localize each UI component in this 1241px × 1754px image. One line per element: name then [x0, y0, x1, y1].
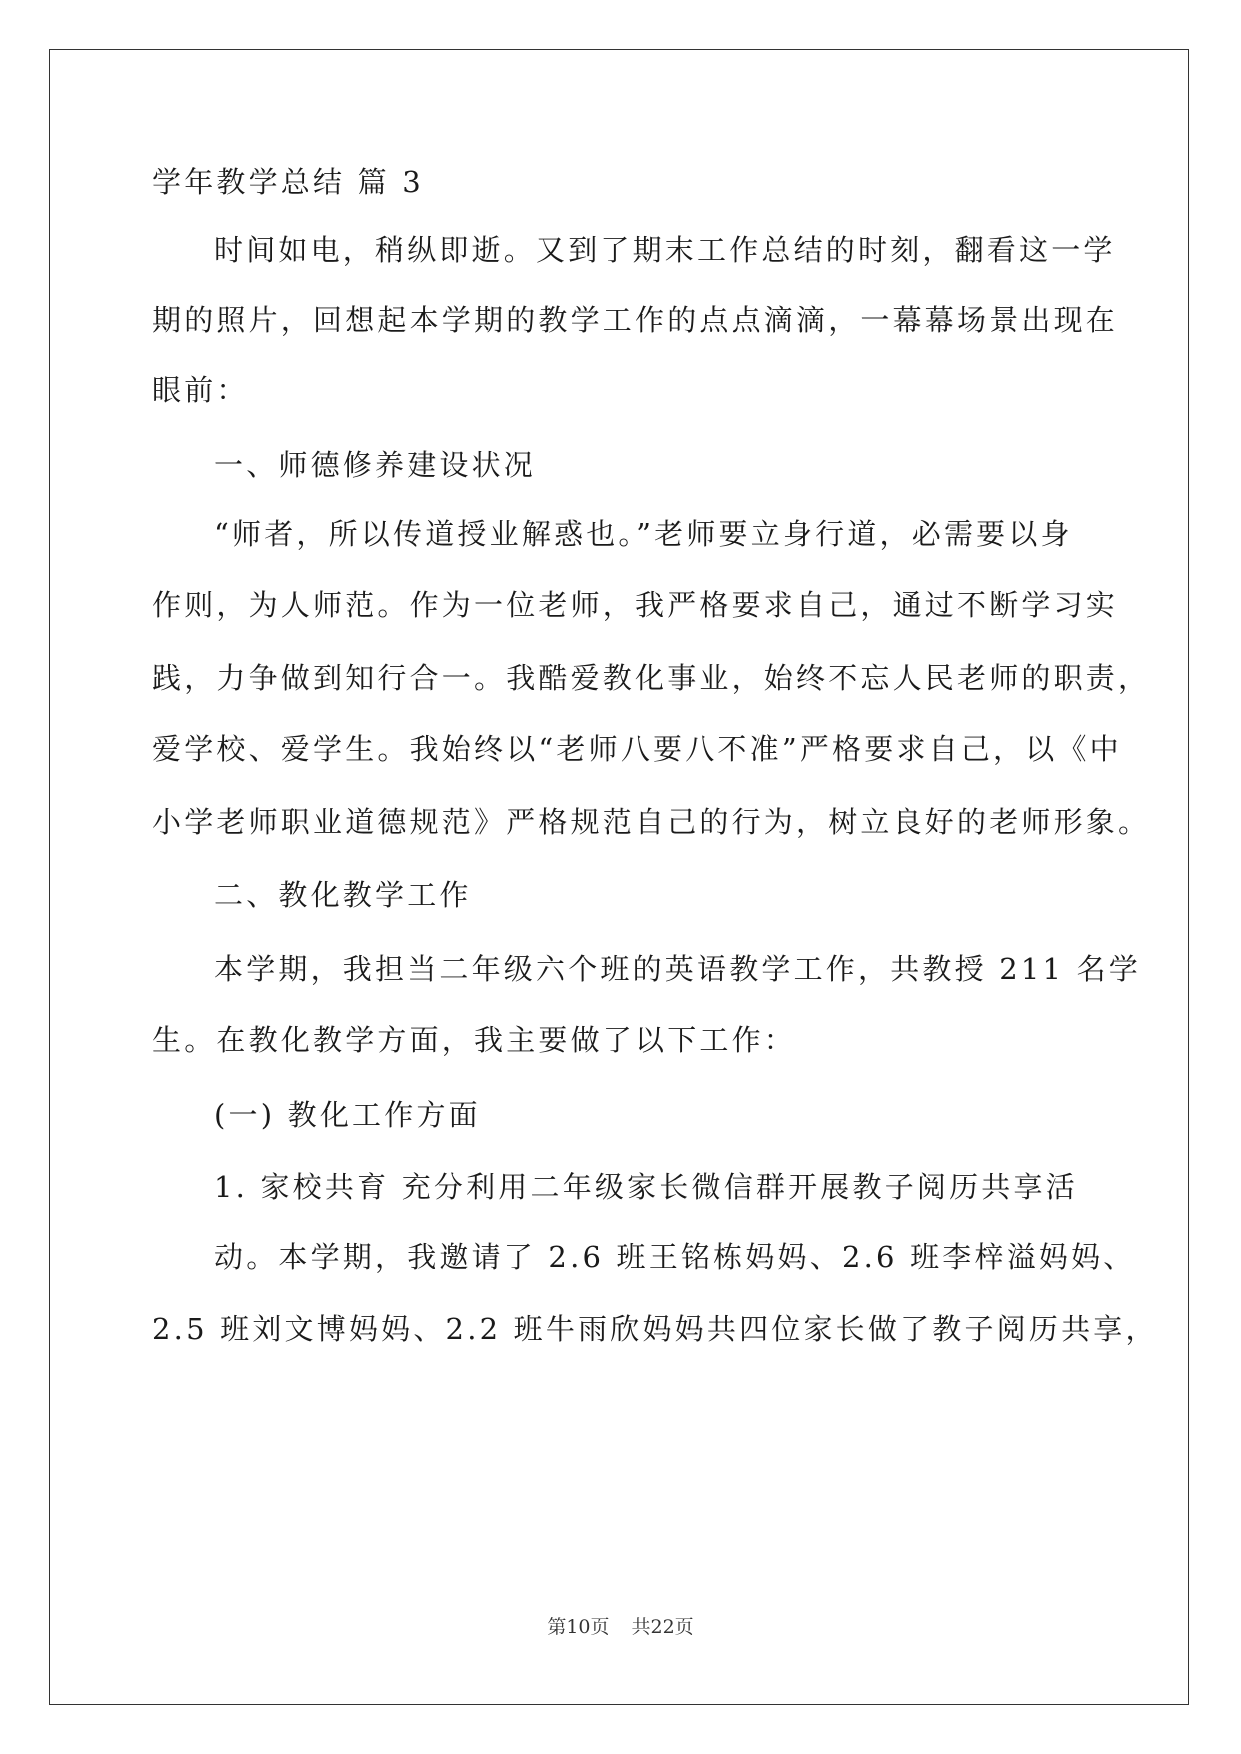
paragraph-line: 时间如电，稍纵即逝。又到了期末工作总结的时刻，翻看这一学	[214, 233, 1116, 267]
page-frame	[49, 49, 1189, 1705]
paragraph-line: “师者，所以传道授业解惑也。”老师要立身行道，必需要以身	[214, 517, 1073, 551]
paragraph-line: 作则，为人师范。作为一位老师，我严格要求自己，通过不断学习实	[152, 588, 1119, 622]
paragraph-line: 本学期，我担当二年级六个班的英语教学工作，共教授 211 名学	[214, 952, 1141, 986]
page-total: 共22页	[631, 1616, 694, 1638]
paragraph-line: 小学老师职业道德规范》严格规范自己的行为，树立良好的老师形象。	[152, 805, 1151, 839]
paragraph-line: 2.5 班刘文博妈妈、2.2 班牛雨欣妈妈共四位家长做了教子阅历共享，	[152, 1312, 1158, 1346]
heading-line: 一、师德修养建设状况	[214, 448, 537, 482]
paragraph-line: 践，力争做到知行合一。我酷爱教化事业，始终不忘人民老师的职责，	[152, 661, 1151, 695]
paragraph-line: 动。本学期，我邀请了 2.6 班王铭栋妈妈、2.6 班李梓溢妈妈、	[214, 1240, 1136, 1274]
paragraph-line: 生。在教化教学方面，我主要做了以下工作：	[152, 1023, 797, 1057]
paragraph-line: 眼前：	[152, 373, 249, 407]
paragraph-line: 爱学校、爱学生。我始终以“老师八要八不准”严格要求自己，以《中	[152, 732, 1122, 766]
paragraph-line: 期的照片，回想起本学期的教学工作的点点滴滴，一幕幕场景出现在	[152, 303, 1119, 337]
heading-line: (一) 教化工作方面	[214, 1098, 481, 1132]
section-title: 学年教学总结 篇 3	[152, 165, 424, 199]
paragraph-line: 1. 家校共育 充分利用二年级家长微信群开展教子阅历共享活	[214, 1170, 1078, 1204]
page-number: 第10页	[547, 1616, 610, 1638]
page-footer	[0, 1612, 1241, 1639]
heading-line: 二、教化教学工作	[214, 878, 472, 912]
